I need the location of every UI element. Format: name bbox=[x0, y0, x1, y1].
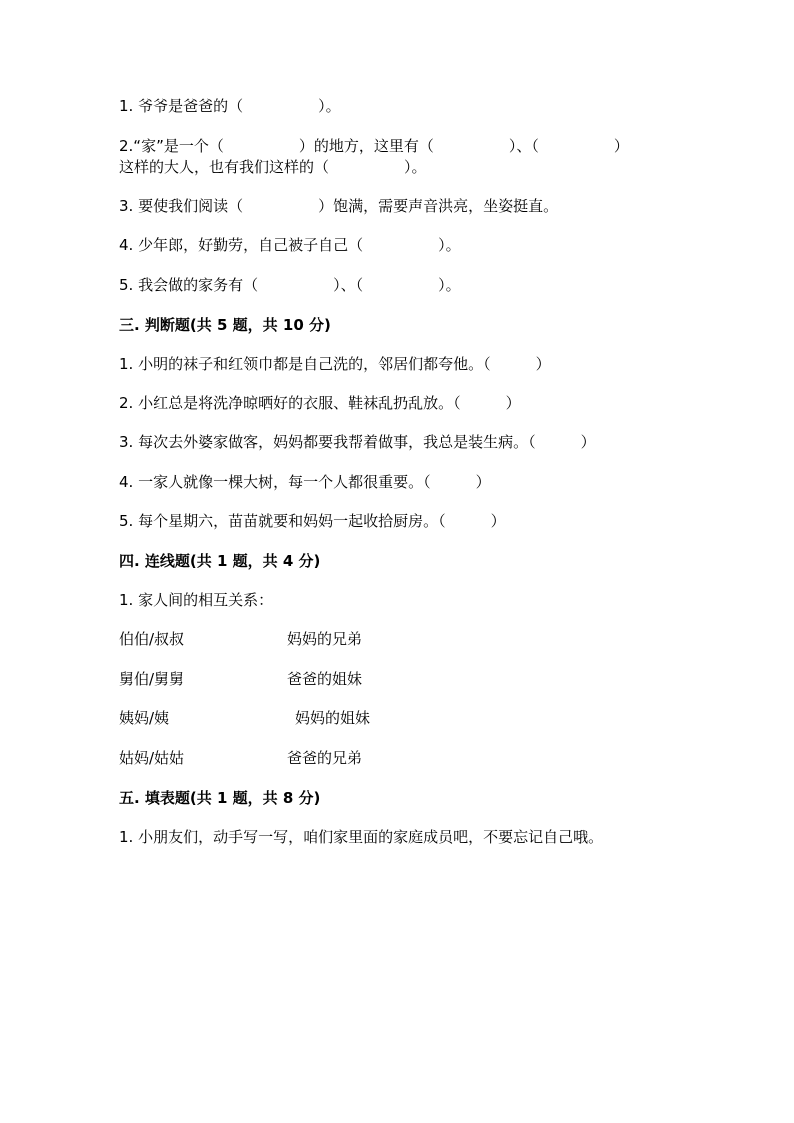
judge-section-heading: 三. 判断题(共 5 题，共 10 分) bbox=[119, 316, 331, 334]
match-right-item-2: 爸爸的姐妹 bbox=[287, 670, 363, 688]
fill-question-5: 5. 我会做的家务有（ ）、（ ）。 bbox=[119, 276, 461, 294]
match-left-item-1: 伯伯/叔叔 bbox=[119, 630, 185, 648]
match-right-item-4: 爸爸的兄弟 bbox=[287, 749, 363, 767]
fill-question-4: 4. 少年郎，好勤劳，自己被子自己（ ）。 bbox=[119, 236, 461, 254]
match-left-item-4: 姑妈/姑姑 bbox=[119, 749, 185, 767]
table-section-heading: 五. 填表题(共 1 题，共 8 分) bbox=[119, 789, 321, 807]
table-question: 1. 小朋友们，动手写一写，咱们家里面的家庭成员吧，不要忘记自己哦。 bbox=[119, 828, 604, 846]
judge-item-5: 5. 每个星期六，苗苗就要和妈妈一起收拾厨房。（ ） bbox=[119, 512, 506, 530]
judge-item-3: 3. 每次去外婆家做客，妈妈都要我帮着做事，我总是装生病。（ ） bbox=[119, 433, 596, 451]
judge-item-1: 1. 小明的袜子和红领巾都是自己洗的，邻居们都夸他。（ ） bbox=[119, 355, 551, 373]
match-right-item-1: 妈妈的兄弟 bbox=[287, 630, 363, 648]
fill-question-1: 1. 爷爷是爸爸的（ ）。 bbox=[119, 97, 341, 115]
match-question: 1. 家人间的相互关系： bbox=[119, 591, 274, 609]
fill-question-2-line-1: 2.“家”是一个（ ）的地方，这里有（ ）、（ ） bbox=[119, 137, 629, 155]
match-right-item-3: 妈妈的姐妹 bbox=[295, 709, 371, 727]
match-section-heading: 四. 连线题(共 1 题，共 4 分) bbox=[119, 552, 321, 570]
match-left-item-2: 舅伯/舅舅 bbox=[119, 670, 185, 688]
judge-item-2: 2. 小红总是将洗净晾晒好的衣服、鞋袜乱扔乱放。（ ） bbox=[119, 394, 521, 412]
fill-question-2-line-2: 这样的大人，也有我们这样的（ ）。 bbox=[119, 158, 427, 176]
judge-item-4: 4. 一家人就像一棵大树，每一个人都很重要。（ ） bbox=[119, 473, 491, 491]
fill-question-3: 3. 要使我们阅读（ ）饱满，需要声音洪亮，坐姿挺直。 bbox=[119, 197, 559, 215]
match-left-item-3: 姨妈/姨 bbox=[119, 709, 170, 727]
